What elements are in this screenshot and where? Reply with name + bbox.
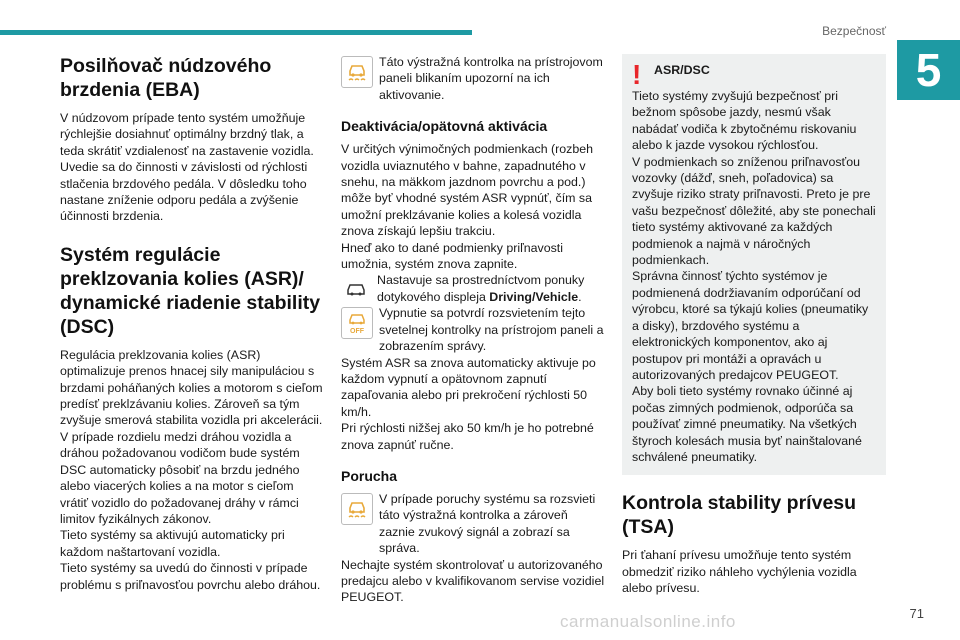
paragraph-fault-2: Nechajte systém skontrolovať u autorizovaného predajcu alebo v kvalifikovanom servise vozidiel PEUGEOT. [341, 557, 605, 605]
paragraph-reactivate-1: Systém ASR sa znova automaticky aktivuje po každom vypnutí a opätovnom zapnutí zapaľovania alebo pri prekročení rýchlosti 50 km/h. [341, 355, 596, 419]
paragraph-deact-2: Hneď ako to dané podmienky priľnavosti umožnia, systém znova zapnite. [341, 240, 563, 272]
warning-paragraph-1: Tieto systémy zvyšujú bezpečnosť pri bežnom spôsobe jazdy, nesmú však nabádať vodiča k zbytočnému riskovaniu alebo k jazde vysokou rýchlosťou. [632, 89, 857, 153]
heading-tsa: Kontrola stability prívesu (TSA) [622, 492, 857, 539]
chapter-tab [897, 40, 960, 100]
column-right [622, 54, 886, 597]
warning-box [622, 54, 886, 475]
warning-header [632, 59, 876, 90]
paragraph-asr-2: V prípade rozdielu medzi dráhou vozidla a dráhou požadovanou vodičom bude systém DSC automaticky pôsobiť na brzdu jedného alebo viacerých kolies a na motor s cieľom vrátiť vozidlo do požadovanej dráhy v rámci limitov fyzikálnych zákonov. [60, 429, 300, 526]
heading-eba: Posilňovač núdzového brzdenia (EBA) [60, 55, 272, 101]
warning-paragraph-2: V podmienkach so zníženou priľnavosťou vozovky (dážď, sneh, poľadovica) sa zvyšuje riziko straty priľnavosti. Preto je pre vašu bezpečnosť dôležité, aby ste ponechali tieto systémy aktivované za každých podmienok a najmä v náročných podmienkach. [632, 154, 876, 268]
column-middle [341, 54, 605, 606]
setting-end: . [578, 289, 582, 304]
skid-warning-icon [341, 493, 373, 525]
heading-fault: Porucha [341, 467, 398, 484]
page-number: 71 [909, 606, 924, 621]
paragraph-asr-1: Regulácia preklzovania kolies (ASR) optimalizuje prenos hnacej sily manipuláciou s brzdami poháňaných kolies a motorom s cieľom predísť preklzávaniu kolies. Zároveň sa tým zvyšuje smerová stabilita vozidla pri akcelerácii. [60, 347, 323, 428]
setting-menu-name: Driving/Vehicle [489, 289, 579, 304]
car-menu-icon [341, 274, 371, 304]
setting-text: Nastavuje sa prostredníctvom ponuky dotykového displeja [377, 273, 585, 304]
watermark: carmanualsonline.info [560, 612, 736, 631]
heading-asr-dsc: Systém regulácie preklzovania kolies (ASR)/ dynamické riadenie stability (DSC) [60, 243, 321, 338]
heading-deactivation: Deaktivácia/opätovná aktivácia [341, 118, 548, 135]
off-note [341, 305, 605, 354]
column-left [60, 54, 324, 593]
section-title: Bezpečnosť [822, 24, 886, 38]
paragraph-off: Vypnutie sa potvrdí rozsvietením tejto svetelnej kontrolky na prístrojom paneli a zobrazením správy. [379, 306, 604, 354]
skid-warning-icon [341, 56, 373, 88]
paragraph-setting [377, 272, 605, 305]
paragraph-fault-1: V prípade poruchy systému sa rozsvieti táto výstražná kontrolka a zároveň zaznie zvukový signál a zobrazí sa správa. [379, 491, 596, 556]
warning-paragraph-3: Správna činnosť týchto systémov je podmienená dodržiavaním odporúčaní od výrobcu, ktoré sa týkajú kolies (pneumatiky a disky), brzdového systému a elektronických komponentov, ako aj postupov pri montáži a opravách u autorizovaných predajcov PEUGEOT. [632, 269, 869, 382]
warning-title: ASR/DSC [654, 63, 710, 77]
svg-text:OFF: OFF [350, 328, 364, 336]
warning-exclamation-icon: ! [632, 59, 642, 90]
paragraph-eba: V núdzovom prípade tento systém umožňuje rýchlejšie dosiahnuť optimálny brzdný tlak, a teda skrátiť vzdialenosť na zastavenie vozidla. Uvedie sa do činnosti v závislosti od rýchlosti stlačenia brzdového pedála. V dôsledku toho nastane zníženie odporu pedála a zvýšenie účinnosti brzdenia. [60, 111, 314, 224]
fault-note [341, 491, 605, 557]
menu-note [341, 272, 605, 305]
paragraph-asr-4: Tieto systémy sa uvedú do činnosti v prípade problému s priľnavosťou povrchu alebo dráhou. [60, 561, 321, 592]
paragraph-tsa: Pri ťahaní prívesu umožňuje tento systém obmedziť riziko náhleho vychýlenia vozidla alebo prívesu. [622, 548, 857, 596]
paragraph-reactivate-2: Pri rýchlosti nižšej ako 50 km/h je ho potrebné znova zapnúť ručne. [341, 421, 594, 452]
header-accent-bar [0, 30, 472, 35]
chapter-number: 5 [915, 44, 942, 96]
warning-paragraph-4: Aby boli tieto systémy rovnako účinné aj počas zimných podmienok, odporúča sa používať zimné pneumatiky. Na všetkých štyroch kolesách musia byť nainštalované schválené pneumatiky. [632, 384, 862, 464]
paragraph-asr-3: Tieto systémy sa aktivujú automaticky pri každom naštartovaní vozidla. [60, 528, 285, 559]
skid-off-icon [341, 307, 373, 339]
paragraph-deact-1: V určitých výnimočných podmienkach (rozbeh vozidla uviaznutého v bahne, zapadnutého v snehu, na mäkkom jazdnom povrchu a pod.) môže byť vhodné systém ASR vypnúť, čím sa umožní preklzávanie kolies a kolesá vozidla znova získajú lepšiu trakciu. [341, 142, 594, 239]
paragraph-lamp: Táto výstražná kontrolka na prístrojovom paneli blikaním upozorní na ich aktivovanie. [379, 55, 603, 102]
lamp-note [341, 54, 605, 103]
